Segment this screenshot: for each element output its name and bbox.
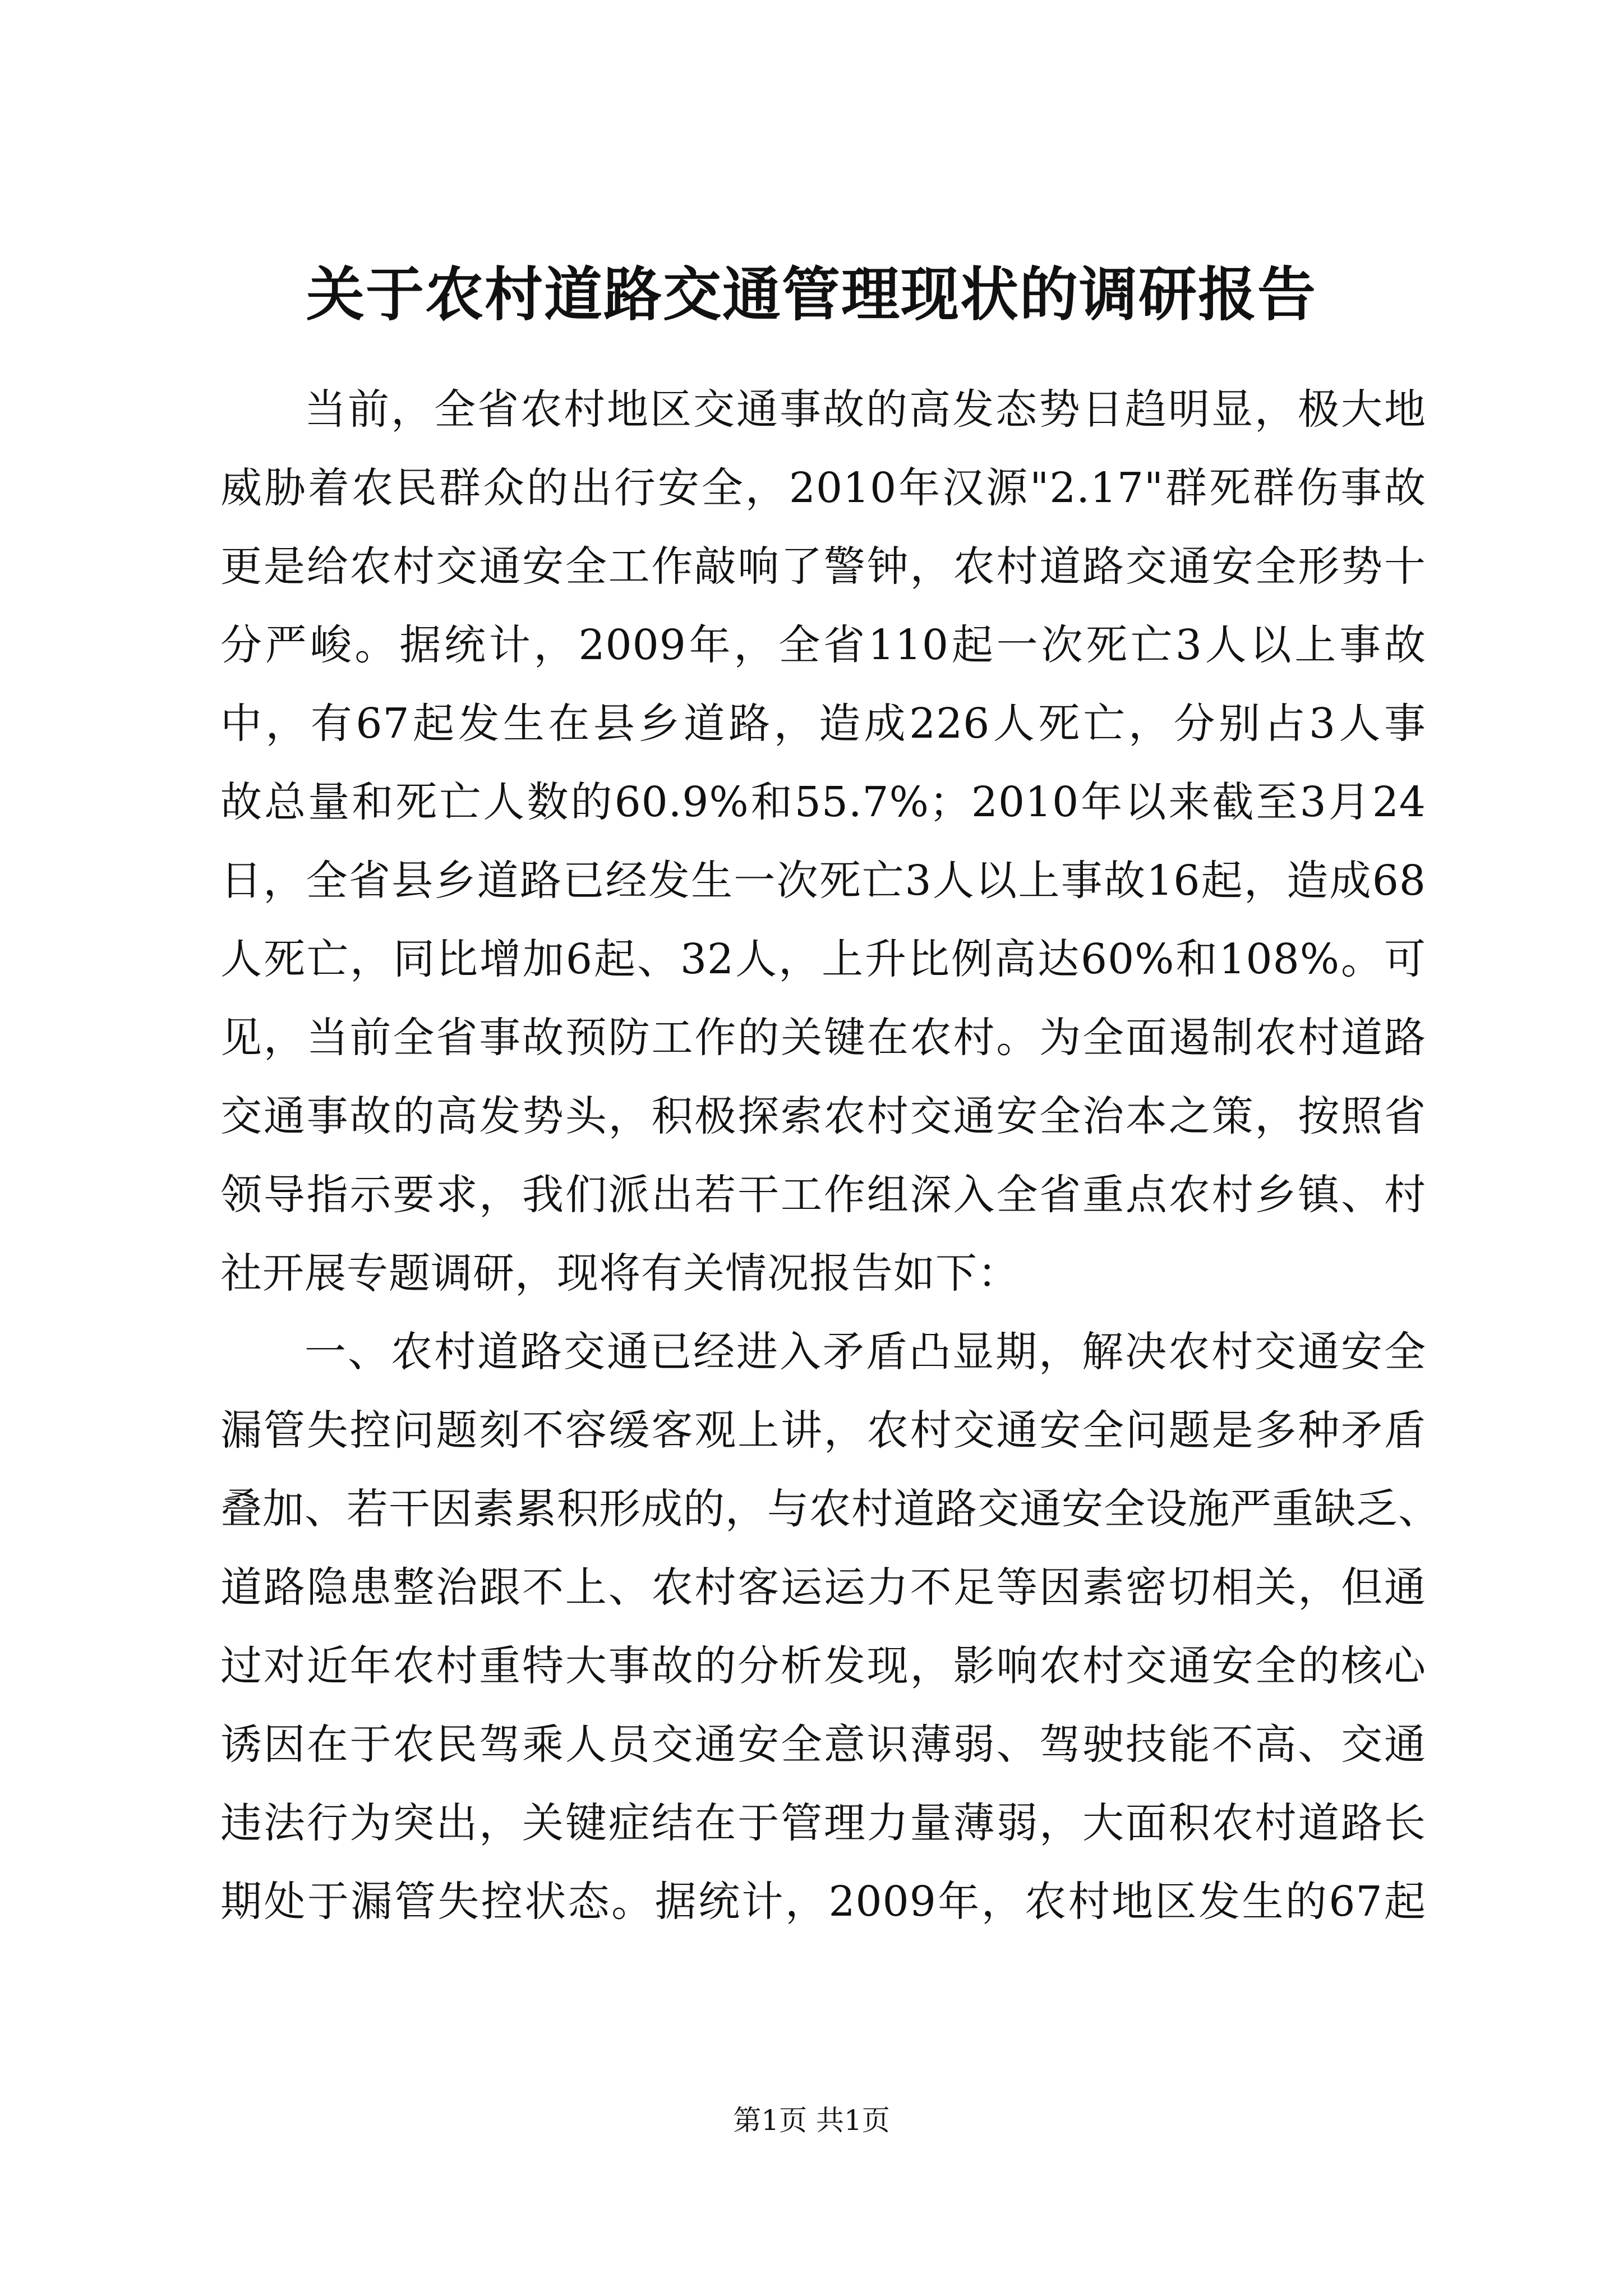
paragraph-line: 威胁着农民群众的出行安全，2010年汉源"2.17"群死群伤事故	[220, 464, 1426, 512]
paragraph-line: 分严峻。据统计，2009年，全省110起一次死亡3人以上事故	[220, 621, 1426, 669]
paragraph-line: 道路隐患整治跟不上、农村客运运力不足等因素密切相关，但通	[220, 1563, 1426, 1612]
page-footer: 第1页 共1页	[733, 2104, 890, 2137]
paragraph-line: 当前，全省农村地区交通事故的高发态势日趋明显，极大地	[305, 385, 1426, 434]
document-title: 关于农村道路交通管理现状的调研报告	[306, 260, 1317, 329]
paragraph-line: 漏管失控问题刻不容缓客观上讲，农村交通安全问题是多种矛盾	[220, 1406, 1426, 1455]
paragraph-line: 诱因在于农民驾乘人员交通安全意识薄弱、驾驶技能不高、交通	[220, 1720, 1426, 1769]
paragraph-line: 故总量和死亡人数的60.9%和55.7%；2010年以来截至3月24	[220, 778, 1426, 826]
paragraph-line: 日，全省县乡道路已经发生一次死亡3人以上事故16起，造成68	[220, 857, 1426, 905]
document-body	[220, 370, 1440, 1941]
paragraph-line: 更是给农村交通安全工作敲响了警钟，农村道路交通安全形势十	[220, 542, 1426, 591]
paragraph-line: 叠加、若干因素累积形成的，与农村道路交通安全设施严重缺乏、	[220, 1485, 1440, 1533]
paragraph-line: 一、农村道路交通已经进入矛盾凸显期，解决农村交通安全	[305, 1328, 1426, 1376]
paragraph-line: 社开展专题调研，现将有关情况报告如下：	[220, 1249, 1020, 1297]
paragraph-line: 交通事故的高发势头，积极探索农村交通安全治本之策，按照省	[220, 1092, 1426, 1140]
paragraph-line: 中，有67起发生在县乡道路，造成226人死亡，分别占3人事	[220, 700, 1426, 748]
paragraph-line: 见，当前全省事故预防工作的关键在农村。为全面遏制农村道路	[220, 1014, 1426, 1062]
paragraph-line: 领导指示要求，我们派出若干工作组深入全省重点农村乡镇、村	[220, 1171, 1426, 1219]
paragraph-line: 人死亡，同比增加6起、32人，上升比例高达60%和108%。可	[220, 935, 1426, 983]
paragraph-line: 过对近年农村重特大事故的分析发现，影响农村交通安全的核心	[220, 1642, 1426, 1690]
paragraph-line: 期处于漏管失控状态。据统计，2009年，农村地区发生的67起	[220, 1878, 1426, 1926]
paragraph-line: 违法行为突出，关键症结在于管理力量薄弱，大面积农村道路长	[220, 1799, 1426, 1847]
